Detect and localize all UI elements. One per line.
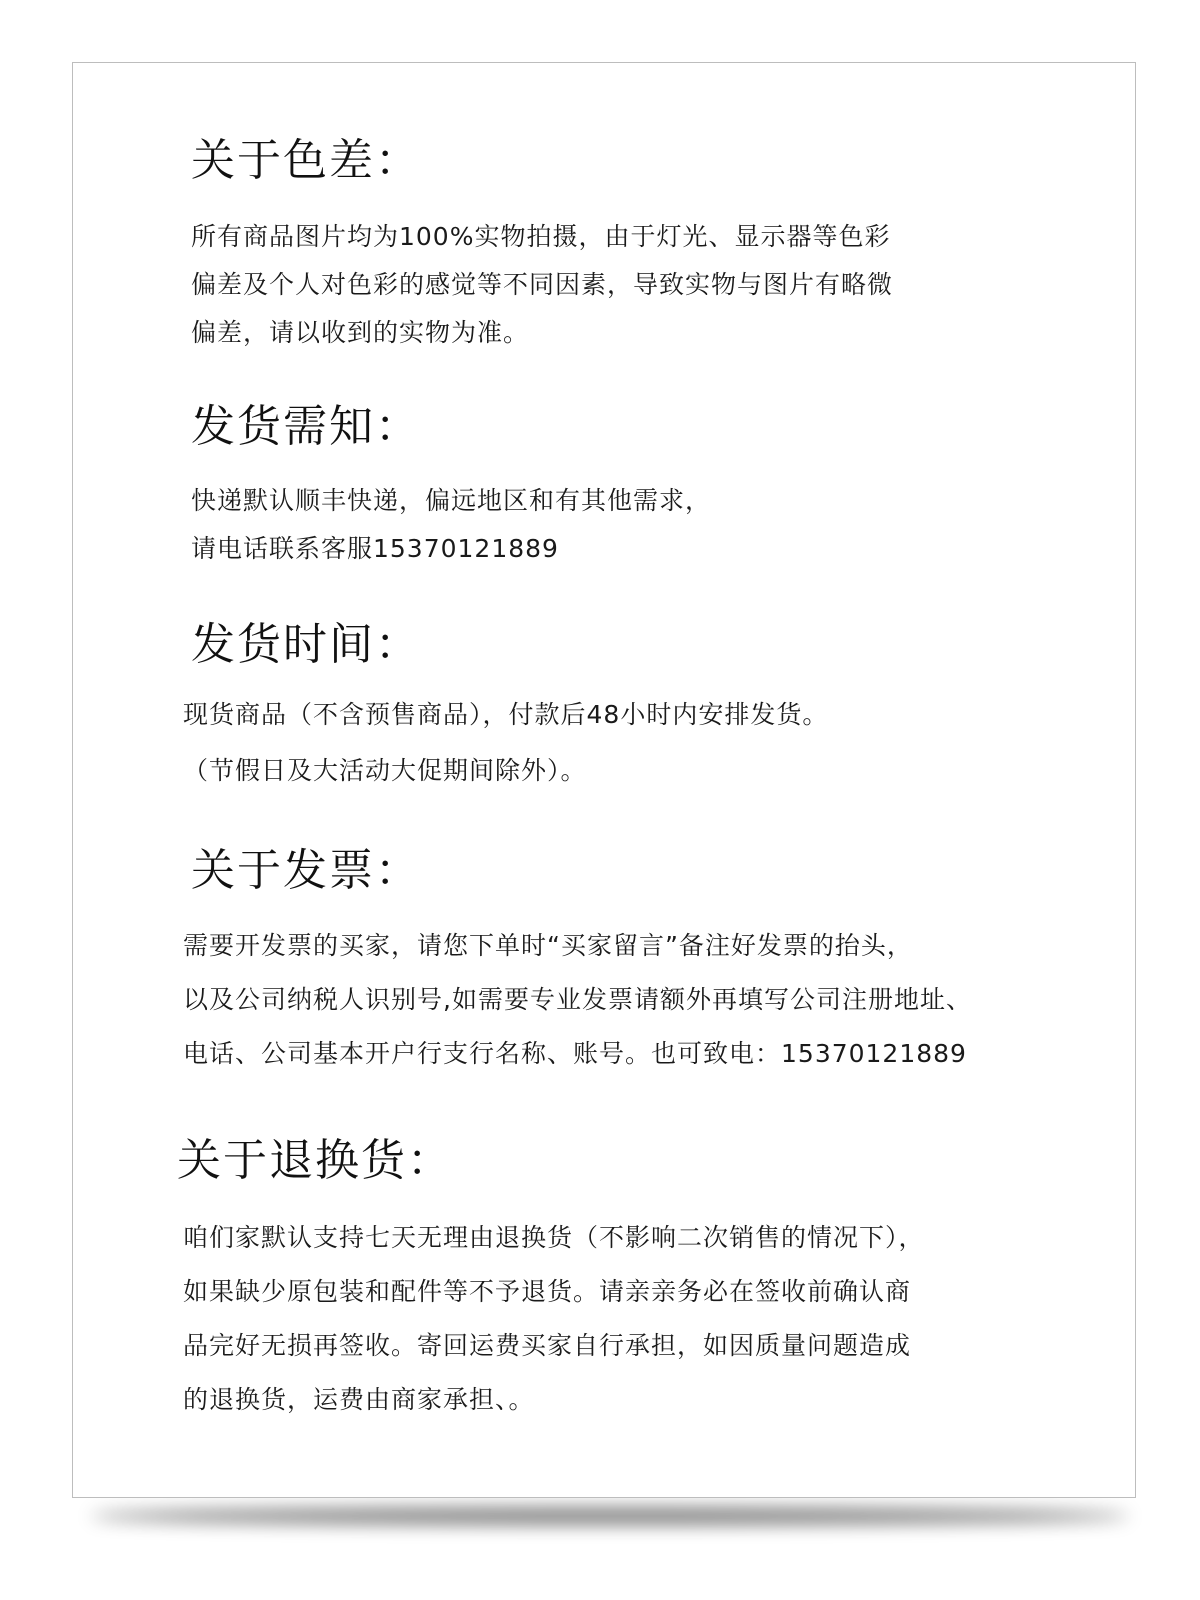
section-heading-shipping-time: 发货时间： bbox=[191, 619, 421, 670]
section-body-shipping-notice bbox=[191, 477, 711, 573]
section-body-color-difference bbox=[191, 213, 893, 357]
body-line: 需要开发票的买家，请您下单时“买家留言”备注好发票的抬头， bbox=[183, 931, 913, 960]
card-shadow bbox=[90, 1508, 1130, 1524]
body-line: 快递默认顺丰快递，偏远地区和有其他需求， bbox=[191, 486, 712, 515]
section-body-invoice bbox=[183, 919, 972, 1081]
body-line: 如果缺少原包装和配件等不予退货。请亲亲务必在签收前确认商 bbox=[183, 1277, 912, 1306]
body-line: （节假日及大活动大促期间除外）。 bbox=[183, 756, 587, 785]
body-line: 现货商品（不含预售商品），付款后48小时内安排发货。 bbox=[183, 700, 829, 729]
body-line: 品完好无损再签收。寄回运费买家自行承担，如因质量问题造成 bbox=[183, 1331, 912, 1360]
body-line: 以及公司纳税人识别号,如需要专业发票请额外再填写公司注册地址、 bbox=[183, 985, 972, 1014]
body-line: 偏差及个人对色彩的感觉等不同因素，导致实物与图片有略微 bbox=[191, 270, 894, 299]
body-line: 请电话联系客服15370121889 bbox=[191, 534, 559, 563]
section-heading-invoice: 关于发票： bbox=[191, 845, 421, 896]
body-line: 的退换货，运费由商家承担、。 bbox=[183, 1385, 535, 1414]
section-heading-returns: 关于退换货： bbox=[177, 1135, 453, 1186]
body-line: 电话、公司基本开户行支行名称、账号。也可致电：15370121889 bbox=[183, 1039, 967, 1068]
body-line: 偏差，请以收到的实物为准。 bbox=[191, 318, 530, 347]
section-heading-shipping-notice: 发货需知： bbox=[191, 401, 421, 452]
body-line: 咱们家默认支持七天无理由退换货（不影响二次销售的情况下）， bbox=[183, 1223, 925, 1252]
notice-card bbox=[72, 62, 1136, 1498]
body-line: 所有商品图片均为100%实物拍摄，由于灯光、显示器等色彩 bbox=[191, 222, 891, 251]
section-body-shipping-time bbox=[183, 687, 828, 799]
section-body-returns bbox=[183, 1211, 925, 1427]
section-heading-color-difference: 关于色差： bbox=[191, 135, 421, 186]
